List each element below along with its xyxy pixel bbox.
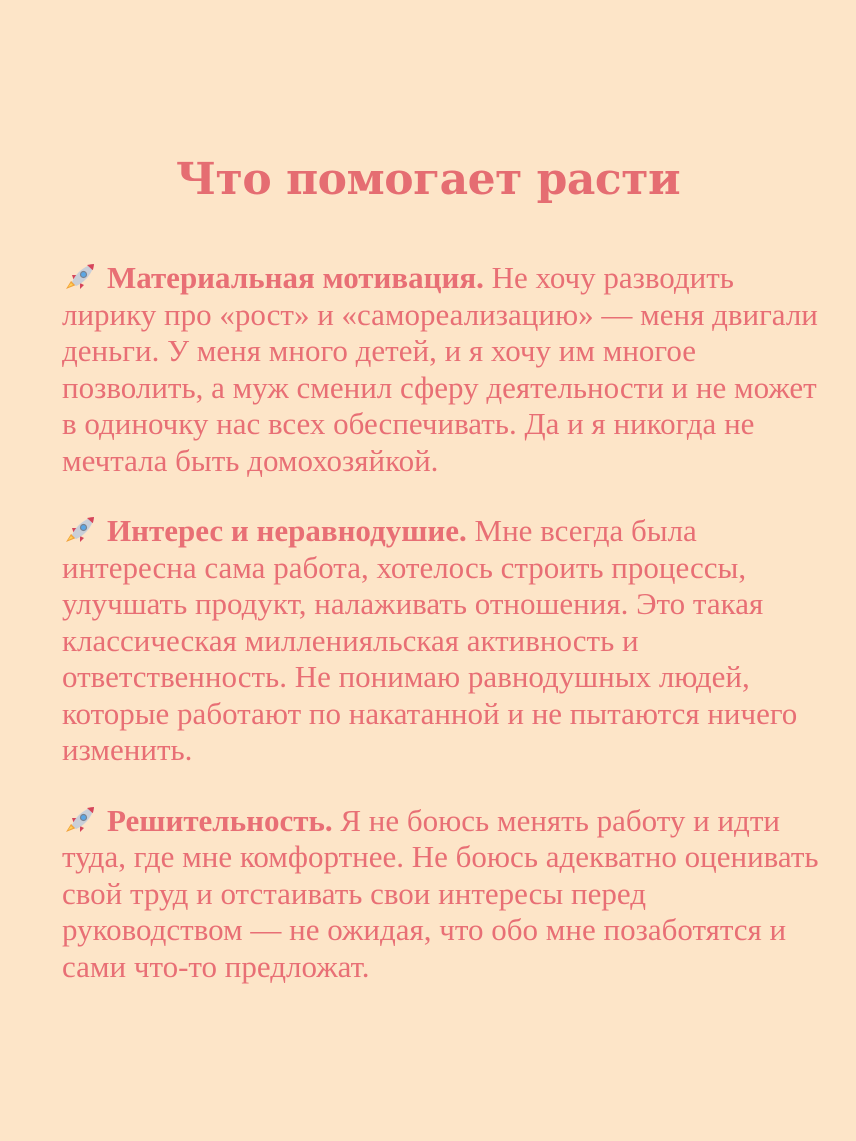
- list-item: [62, 513, 822, 769]
- list-item: [62, 260, 822, 479]
- item-heading: Решительность.: [107, 802, 333, 838]
- rocket-icon: [62, 261, 98, 293]
- content: [62, 260, 822, 1019]
- item-heading: Материальная мотивация.: [107, 260, 484, 295]
- item-text: Мне всегда была интересна сама работа, хотелось строить процессы, улучшать продукт, налаживать отношения. Это такая классическая милленияльская активность и ответственность. Не понимаю равнодушных людей, которые работают по накатанной и не пытаются ничего изменить.: [62, 513, 798, 767]
- item-text: Не хочу разводить лирику про «рост» и «самореализацию» — меня двигали деньги. У меня много детей, и я хочу им многое позволить, а муж сменил сферу деятельности и не может в одиночку нас всех обеспечивать. Да и я никогда не мечтала быть домохозяйкой.: [62, 260, 818, 478]
- item-heading: Интерес и неравнодушие.: [107, 513, 467, 548]
- page-title: Что помогает расти: [175, 154, 681, 205]
- rocket-icon: [62, 514, 98, 546]
- rocket-icon: [62, 804, 98, 836]
- item-text: Я не боюсь менять работу и идти туда, где мне комфортнее. Не боюсь адекватно оценивать свой труд и отстаивать свои интересы перед руководством — не ожидая, что обо мне позаботятся и сами что-то предложат.: [62, 802, 819, 984]
- list-item: [62, 803, 822, 986]
